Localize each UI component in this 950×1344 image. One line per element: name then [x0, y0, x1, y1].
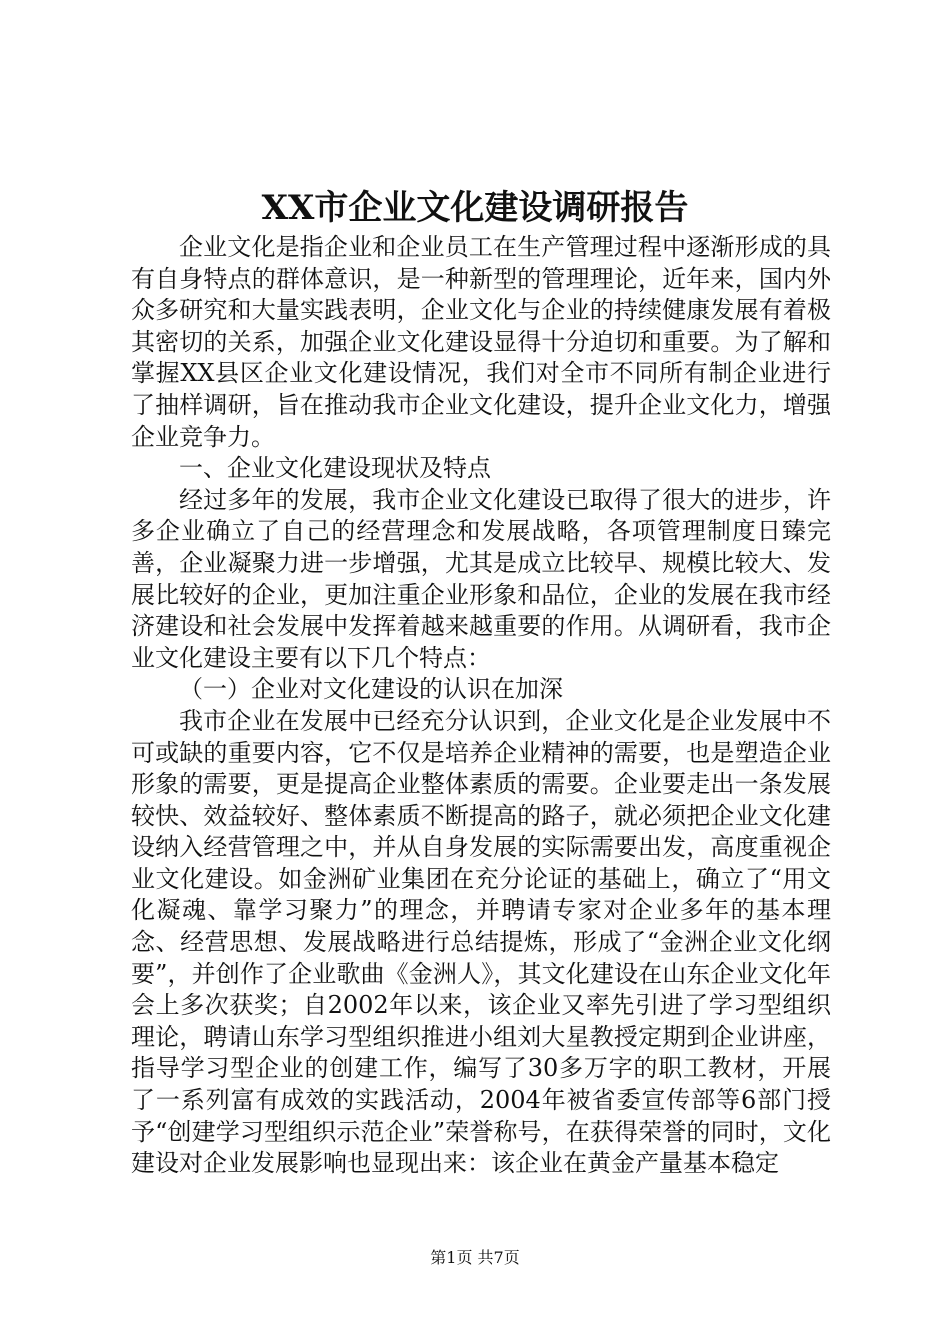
section-heading: 一、企业文化建设现状及特点 — [179, 454, 491, 483]
document-body — [131, 232, 831, 1180]
subsection-heading: （一）企业对文化建设的认识在加深 — [179, 675, 563, 704]
intro-paragraph: 企业文化是指企业和企业员工在生产管理过程中逐渐形成的具有自身特点的群体意识，是一种新型的管理理论，近年来，国内外众多研究和大量实践表明，企业文化与企业的持续健康发展有着极其密切的关系，加强企业文化建设显得十分迫切和重要。为了解和掌握XX县区企业文化建设情况，我们对全市不同所有制企业进行了抽样调研，旨在推动我市企业文化建设，提升企业文化力，增强企业竞争力。 — [131, 233, 831, 451]
page-footer: 第1页 共7页 — [430, 1248, 520, 1267]
body-paragraph: 经过多年的发展，我市企业文化建设已取得了很大的进步，许多企业确立了自己的经营理念和发展战略，各项管理制度日臻完善，企业凝聚力进一步增强，尤其是成立比较早、规模比较大、发展比较好的企业，更加注重企业形象和品位，企业的发展在我市经济建设和社会发展中发挥着越来越重要的作用。从调研看，我市企业文化建设主要有以下几个特点： — [131, 485, 831, 672]
body-paragraph: 我市企业在发展中已经充分认识到，企业文化是企业发展中不可或缺的重要内容，它不仅是培养企业精神的需要，也是塑造企业形象的需要，更是提高企业整体素质的需要。企业要走出一条发展较快、效益较好、整体素质不断提高的路子，就必须把企业文化建设纳入经营管理之中，并从自身发展的实际需要出发，高度重视企业文化建设。如金洲矿业集团在充分论证的基础上，确立了“用文化凝魂、靠学习聚力”的理念，并聘请专家对企业多年的基本理念、经营思想、发展战略进行总结提炼，形成了“金洲企业文化纲要”，并创作了企业歌曲《金洲人》，其文化建设在山东企业文化年会上多次获奖；自2002年以来，该企业又率先引进了学习型组织理论，聘请山东学习型组织推进小组刘大星教授定期到企业讲座，指导学习型企业的创建工作，编写了30多万字的职工教材，开展了一系列富有成效的实践活动，2004年被省委宣传部等6部门授予“创建学习型组织示范企业”荣誉称号，在获得荣誉的同时，文化建设对企业发展影响也显现出来：该企业在黄金产量基本稳定 — [131, 706, 831, 1178]
document-title: XX市企业文化建设调研报告 — [261, 188, 689, 228]
